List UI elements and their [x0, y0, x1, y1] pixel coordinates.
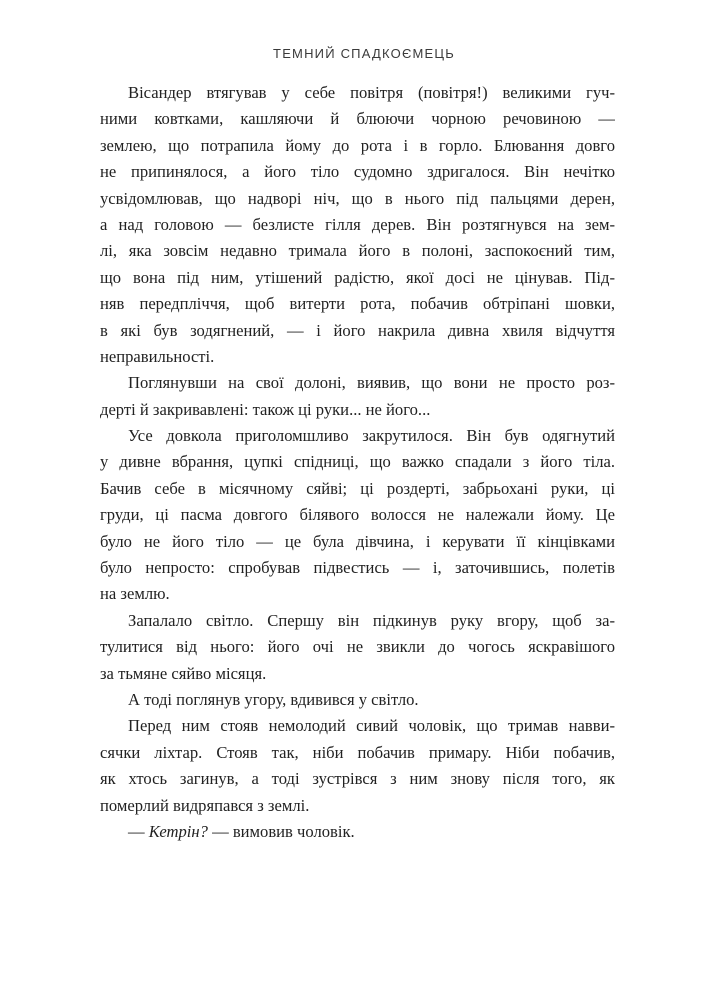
dialogue-speech: Кетрін?	[148, 821, 208, 841]
text-line: груди, ці пасма довгого білявого волосся не належали йому. Це	[100, 505, 615, 525]
text-line: було непросто: спробував підвестись — і, заточившись, полетів	[100, 558, 615, 578]
text-line: у дивне вбрання, цупкі спідниці, що важко спадали з його тіла.	[100, 452, 615, 472]
text-line: Вісандер втягував у себе повітря (повітря!) великими гуч-	[128, 83, 615, 102]
text-line: в які був зодягнений, — і його накрила дивна хвиля відчуття	[100, 320, 615, 340]
text-line: няв передпліччя, щоб витерти рота, побачив обтріпані шовки,	[100, 294, 615, 314]
text-line: усвідомлював, що надворі ніч, що в нього під пальцями дерен,	[100, 188, 615, 208]
text-line: Запалало світло. Спершу він підкинув руку вгору, щоб за-	[128, 610, 615, 630]
text-line: ними ковтками, кашляючи й блюючи чорною речовиною —	[100, 109, 615, 129]
text-line: Перед ним стояв немолодий сивий чоловік, що тримав навви-	[128, 716, 615, 736]
text-line: сячки ліхтар. Стояв так, ніби побачив примару. Ніби побачив,	[100, 742, 615, 762]
text-line: тулитися від нього: його очі не звикли до чогось яскравішого	[100, 637, 615, 657]
text-line: було не його тіло — це була дівчина, і керувати її кінцівками	[100, 531, 615, 551]
text-line: неправильності.	[100, 346, 215, 366]
body-text	[100, 80, 615, 845]
text-line: а над головою — безлисте гілля дерев. Він розтягнувся на зем-	[100, 214, 615, 234]
text-line: Бачив себе в місячному сяйві; ці роздерті, забрьохані руки, ці	[100, 478, 615, 498]
text-line: лі, яка зовсім недавно тримала його в полоні, заспокоєний тим,	[100, 241, 615, 261]
text-line: що вона під ним, утішений радістю, якої досі не цінував. Під-	[100, 267, 615, 287]
text-line: Поглянувши на свої долоні, виявив, що вони не просто роз-	[128, 373, 615, 393]
dialogue-attribution: — вимовив чоловік.	[207, 821, 355, 841]
text-line: не припинялося, а його тіло судомно здригалося. Він нечітко	[100, 162, 615, 182]
text-line: померлий видряпався з землі.	[100, 795, 310, 815]
text-line: за тьмяне сяйво місяця.	[100, 663, 267, 683]
text-line: на землю.	[100, 584, 170, 604]
text-line: А тоді поглянув угору, вдивився у світло.	[128, 689, 419, 709]
text-line: землею, що потрапила йому до рота і в горло. Блювання довго	[100, 135, 615, 155]
text-line: Усе довкола приголомшливо закрутилося. Він був одягнутий	[128, 426, 615, 446]
dialogue-line	[100, 819, 615, 845]
dialogue-dash: —	[128, 821, 149, 841]
text-line: як хтось загинув, а тоді зустрівся з ним знову після того, як	[100, 769, 615, 789]
text-line: дерті й закривавлені: також ці руки... не його...	[100, 399, 431, 419]
running-head: ТЕМНИЙ СПАДКОЄМЕЦЬ	[273, 46, 455, 61]
